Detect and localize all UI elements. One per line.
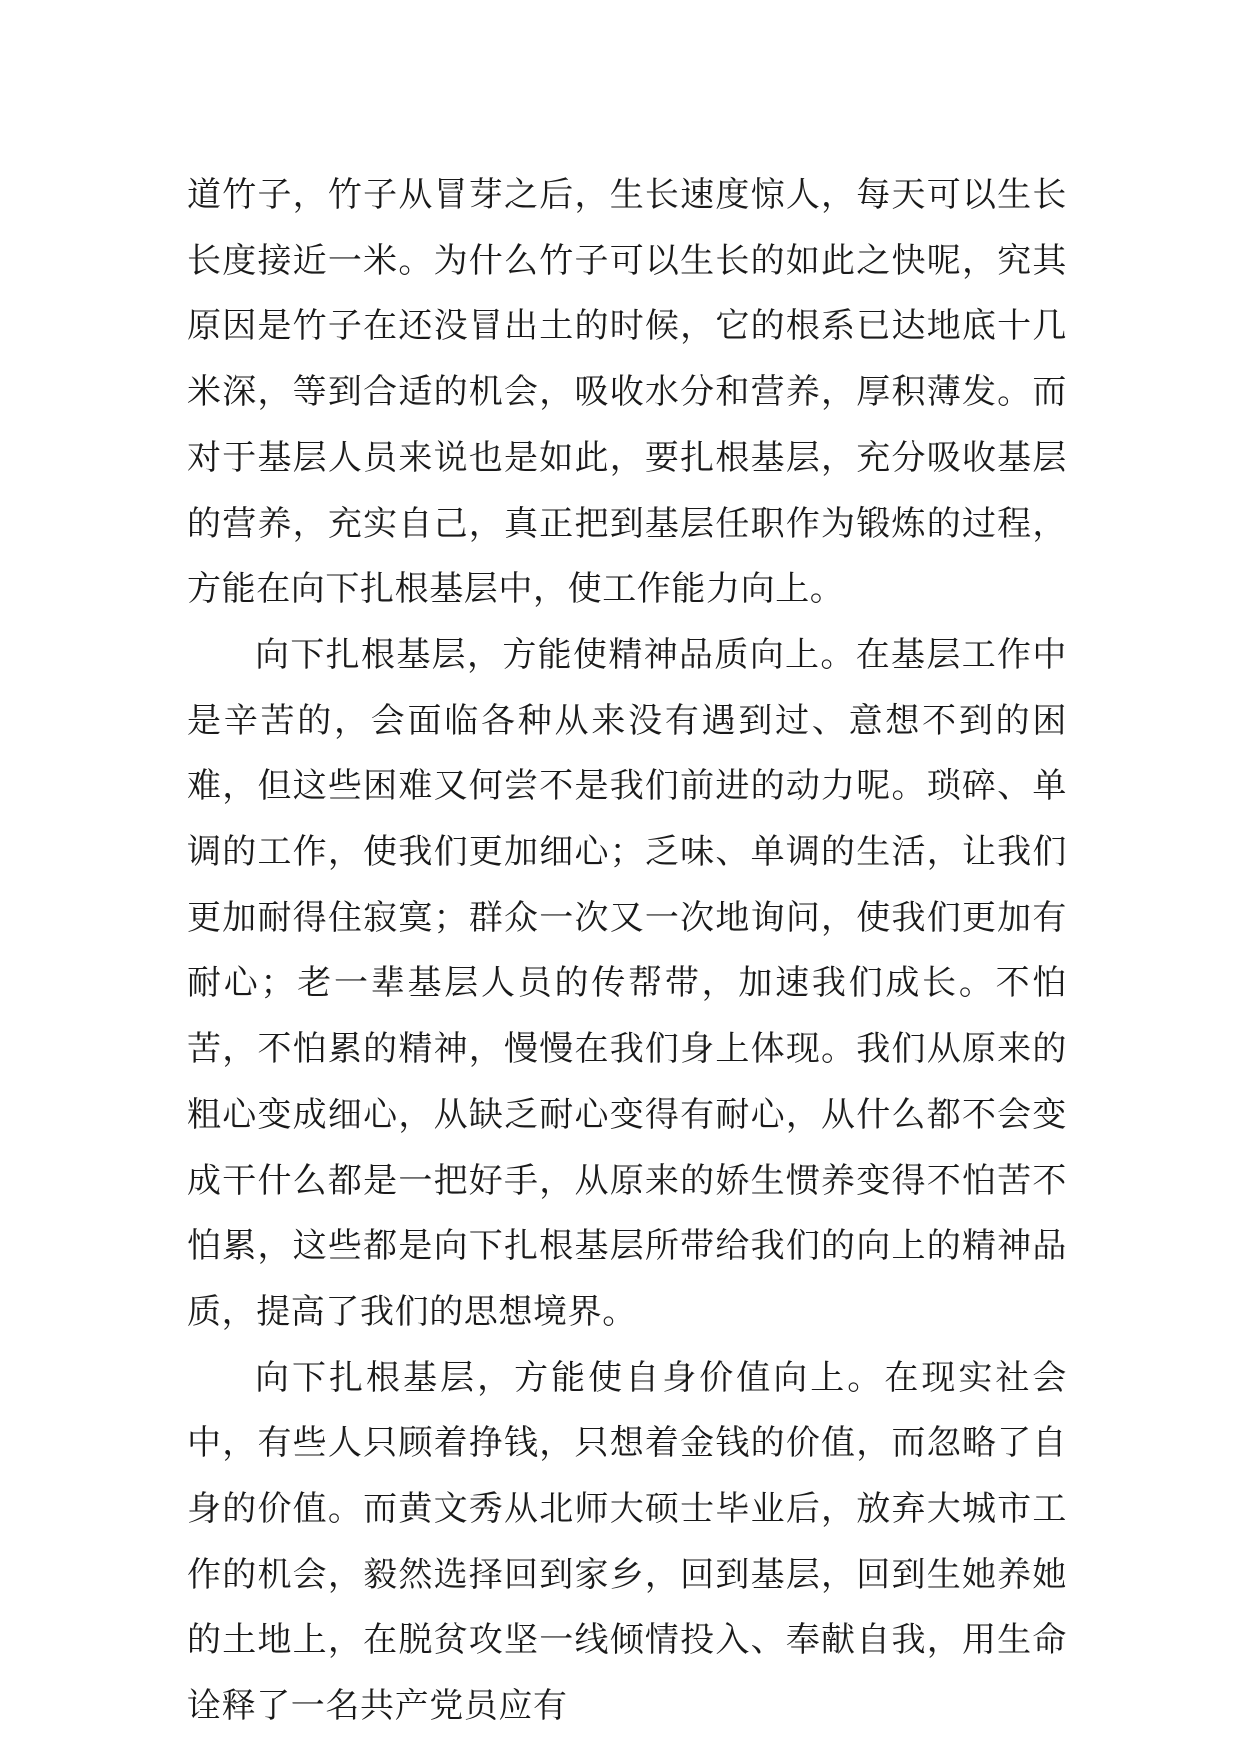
document-page <box>187 163 1067 1740</box>
paragraph-spirit-quality: 向下扎根基层，方能使精神品质向上。在基层工作中是辛苦的，会面临各种从来没有遇到过、意想不到的困难，但这些困难又何尝不是我们前进的动力呢。琐碎、单调的工作，使我们更加细心；乏味、单调的生活，让我们更加耐得住寂寞；群众一次又一次地询问，使我们更加有耐心；老一辈基层人员的传帮带，加速我们成长。不怕苦，不怕累的精神，慢慢在我们身上体现。我们从原来的粗心变成细心，从缺乏耐心变得有耐心，从什么都不会变成干什么都是一把好手，从原来的娇生惯养变得不怕苦不怕累，这些都是向下扎根基层所带给我们的向上的精神品质，提高了我们的思想境界。 <box>187 634 1067 1332</box>
paragraph-self-value: 向下扎根基层，方能使自身价值向上。在现实社会中，有些人只顾着挣钱，只想着金钱的价值，而忽略了自身的价值。而黄文秀从北师大硕士毕业后，放弃大城市工作的机会，毅然选择回到家乡，回到基层，回到生她养她的土地上，在脱贫攻坚一线倾情投入、奉献自我，用生命诠释了一名共产党员应有 <box>187 1357 1067 1727</box>
paragraph-continued: 道竹子，竹子从冒芽之后，生长速度惊人，每天可以生长长度接近一米。为什么竹子可以生长的如此之快呢，究其原因是竹子在还没冒出土的时候，它的根系已达地底十几米深，等到合适的机会，吸收水分和营养，厚积薄发。而对于基层人员来说也是如此，要扎根基层，充分吸收基层的营养，充实自己，真正把到基层任职作为锻炼的过程，方能在向下扎根基层中，使工作能力向上。 <box>187 175 1067 610</box>
